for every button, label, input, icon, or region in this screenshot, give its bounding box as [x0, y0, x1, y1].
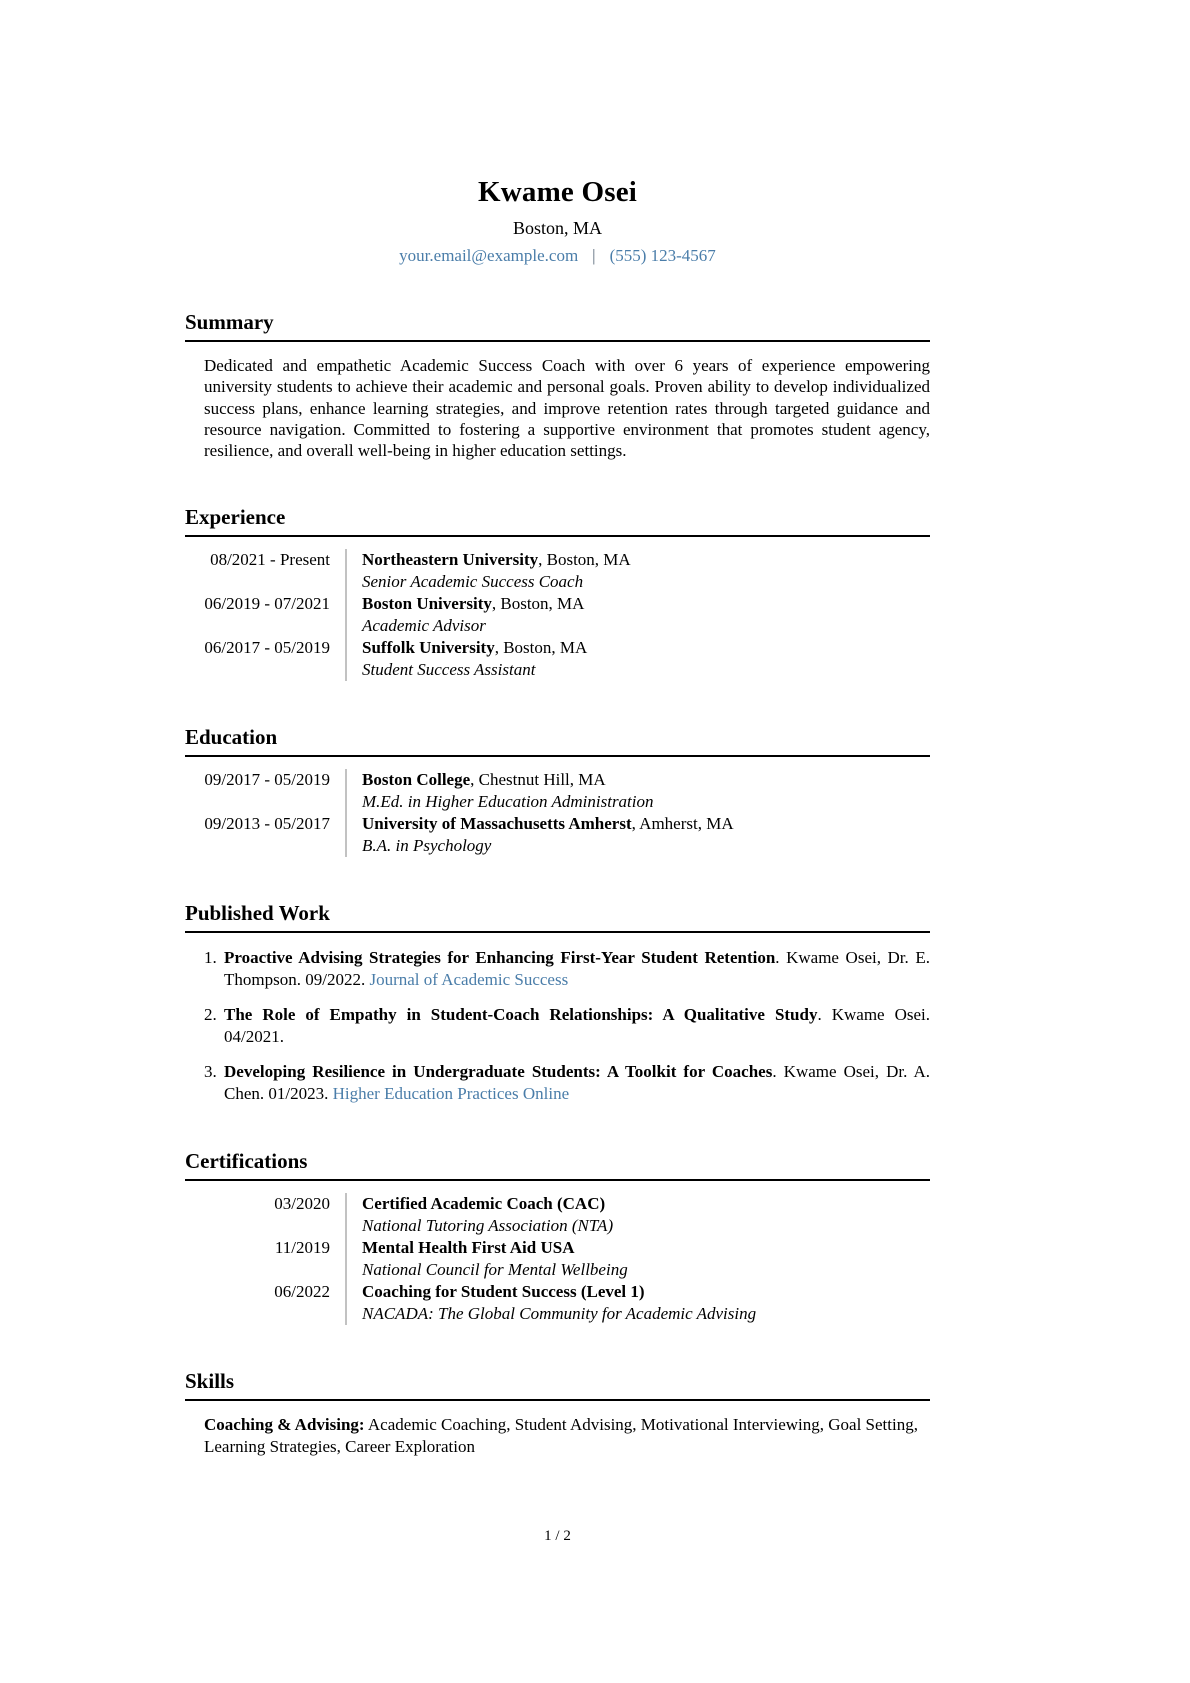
person-location: Boston, MA — [512, 218, 602, 238]
contact-line — [185, 246, 930, 266]
publication-link[interactable]: Journal of Academic Success — [369, 970, 569, 990]
entry-main — [345, 813, 734, 857]
resume-document — [185, 0, 930, 1458]
certification-issuer: NACADA: The Global Community for Academic Advising — [362, 1304, 757, 1324]
entry-role: Student Success Assistant — [362, 660, 536, 680]
entry-main — [345, 593, 584, 637]
publication-text: Proactive Advising Strategies for Enhancing First-Year Student Retention. Kwame Osei, Dr. E. Thompson. 09/2022. Journal of Academic Success — [224, 948, 930, 990]
certifications-title: Certifications — [185, 1149, 930, 1181]
experience-entry — [185, 549, 930, 593]
certification-entry — [185, 1281, 930, 1325]
skills-line — [204, 1414, 930, 1458]
published-work-title: Published Work — [185, 901, 930, 933]
publication-list — [185, 947, 930, 1105]
entry-school-line: University of Massachusetts Amherst, Amherst, MA — [362, 814, 734, 834]
section-certifications — [185, 1149, 930, 1325]
certification-issuer: National Council for Mental Wellbeing — [362, 1260, 628, 1280]
skills-title: Skills — [185, 1369, 930, 1401]
experience-entry — [185, 593, 930, 637]
certification-entries — [185, 1193, 930, 1325]
entry-degree: M.Ed. in Higher Education Administration — [362, 792, 654, 812]
publication-item — [204, 1004, 930, 1048]
certification-issuer: National Tutoring Association (NTA) — [362, 1216, 614, 1236]
contact-separator: | — [592, 246, 596, 265]
section-education — [185, 725, 930, 857]
entry-school-line: Boston College, Chestnut Hill, MA — [362, 770, 606, 790]
summary-text: Dedicated and empathetic Academic Success Coach with over 6 years of experience empowering university students to achieve their academic and personal goals. Proven ability to develop individualized success plans, enhance learning strategies, and improve retention rates through targeted guidance and resource navigation. Committed to fostering a supportive environment that promotes student agency, resilience, and overall well-being in higher education settings. — [204, 356, 930, 461]
entry-date: 11/2019 — [274, 1238, 330, 1258]
certification-entry — [185, 1237, 930, 1281]
publication-text: Developing Resilience in Undergraduate Students: A Toolkit for Coaches. Kwame Osei, Dr. A. Chen. 01/2023. Higher Education Practices Online — [224, 1062, 930, 1104]
entry-role: Senior Academic Success Coach — [362, 572, 584, 592]
entry-main — [345, 1193, 613, 1237]
publication-number: 2. — [204, 1005, 217, 1025]
entry-org-line: Northeastern University, Boston, MA — [362, 550, 631, 570]
entry-main — [345, 769, 654, 813]
entry-main — [345, 637, 587, 681]
experience-entry — [185, 637, 930, 681]
entry-date: 09/2013 - 05/2017 — [204, 814, 330, 834]
email-link[interactable]: your.email@example.com — [399, 246, 579, 265]
certification-name: Certified Academic Coach (CAC) — [362, 1194, 606, 1214]
entry-main — [345, 1237, 628, 1281]
entry-date: 06/2022 — [274, 1282, 330, 1302]
entry-degree: B.A. in Psychology — [362, 836, 492, 856]
entry-date: 09/2017 - 05/2019 — [204, 770, 330, 790]
entry-date: 06/2019 - 07/2021 — [204, 594, 330, 614]
entry-role: Academic Advisor — [362, 616, 486, 636]
entry-date: 03/2020 — [274, 1194, 330, 1214]
education-title: Education — [185, 725, 930, 757]
publication-text: The Role of Empathy in Student-Coach Relationships: A Qualitative Study. Kwame Osei. 04/2021. — [224, 1005, 930, 1047]
entry-main — [345, 549, 631, 593]
section-skills — [185, 1369, 930, 1458]
phone-link[interactable]: (555) 123-4567 — [609, 246, 716, 265]
education-entry — [185, 813, 930, 857]
page-number: 1 / 2 — [544, 1528, 571, 1544]
entry-org-line: Boston University, Boston, MA — [362, 594, 585, 614]
certification-entry — [185, 1193, 930, 1237]
skills-text: Academic Coaching, Student Advising, Motivational Interviewing, Goal Setting, Learning Strategies, Career Exploration — [204, 1415, 918, 1457]
education-entry — [185, 769, 930, 813]
education-entries — [185, 769, 930, 857]
section-published-work — [185, 901, 930, 1105]
publication-number: 3. — [204, 1062, 217, 1082]
section-experience — [185, 505, 930, 681]
skills-category-label: Coaching & Advising: — [204, 1415, 365, 1435]
person-name: Kwame Osei — [477, 176, 638, 208]
publication-link[interactable]: Higher Education Practices Online — [332, 1084, 570, 1104]
certification-name: Coaching for Student Success (Level 1) — [362, 1282, 645, 1302]
header — [185, 176, 930, 266]
experience-entries — [185, 549, 930, 681]
certification-name: Mental Health First Aid USA — [362, 1238, 575, 1258]
summary-title: Summary — [185, 310, 930, 342]
publication-number: 1. — [204, 948, 217, 968]
entry-org-line: Suffolk University, Boston, MA — [362, 638, 588, 658]
experience-title: Experience — [185, 505, 930, 537]
section-summary — [185, 310, 930, 461]
entry-date: 06/2017 - 05/2019 — [204, 638, 330, 658]
publication-item — [204, 1061, 930, 1105]
entry-main — [345, 1281, 756, 1325]
publication-item — [204, 947, 930, 991]
entry-date: 08/2021 - Present — [210, 550, 330, 570]
